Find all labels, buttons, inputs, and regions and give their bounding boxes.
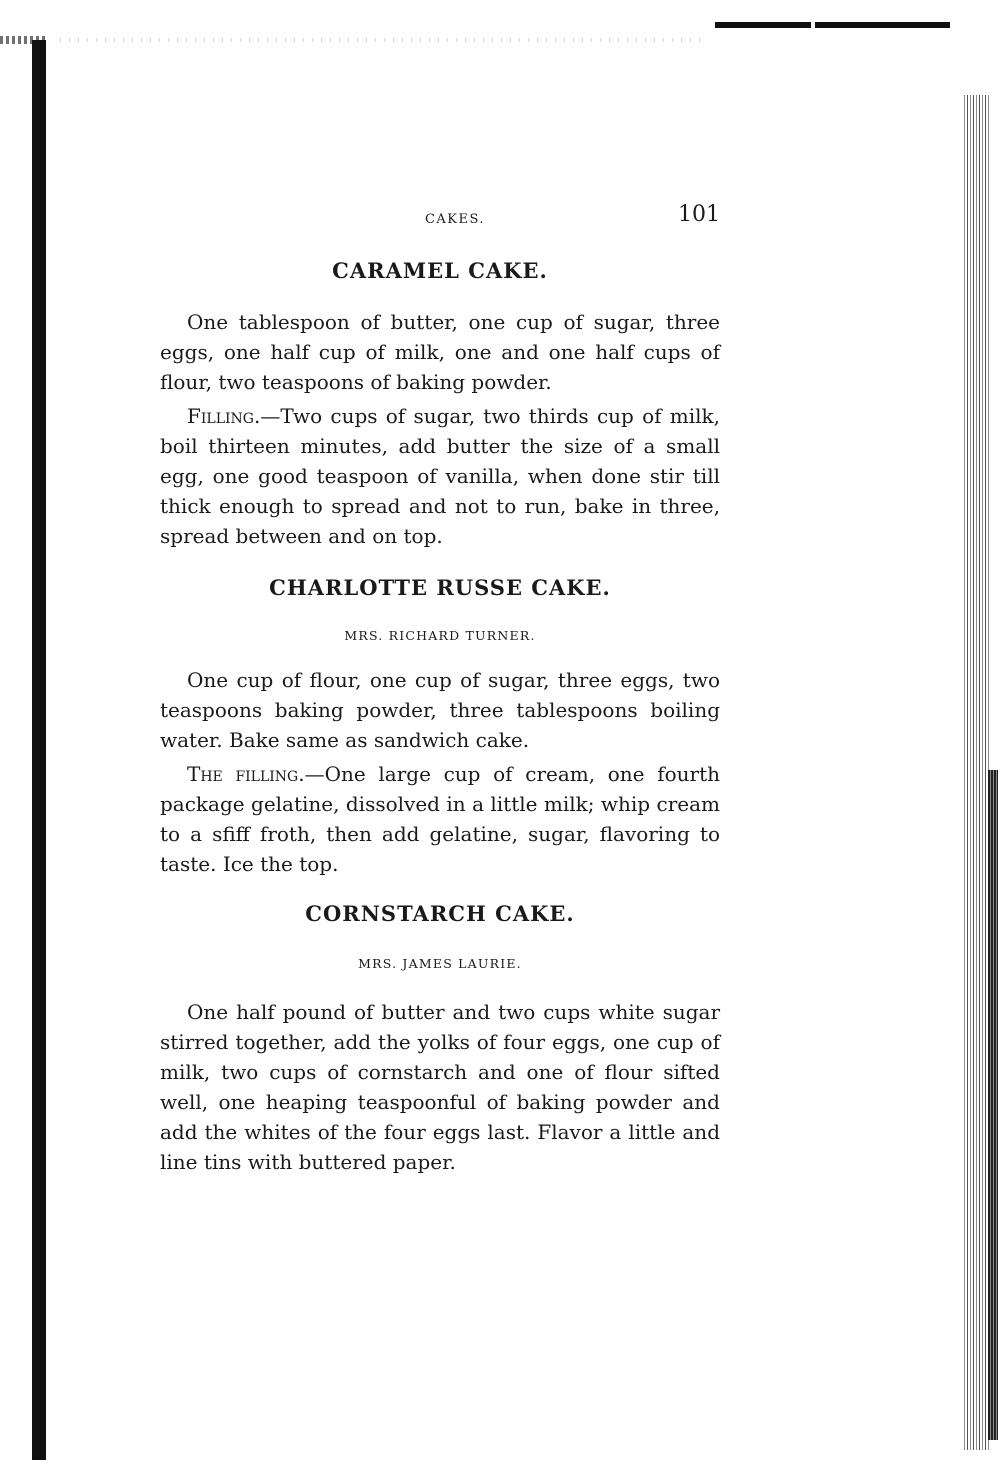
- recipe-attribution: MRS. RICHARD TURNER.: [344, 628, 536, 643]
- paragraph-lead: The filling.: [187, 762, 305, 786]
- binding-edge-left: [32, 40, 46, 1460]
- page-edge-right-dark: [988, 770, 998, 1440]
- recipe-attribution: MRS. JAMES LAURIE.: [358, 956, 522, 971]
- page-edge-right: [964, 95, 990, 1450]
- page-number: 101: [678, 202, 720, 227]
- paragraph-text: One tablespoon of butter, one cup of sugar, three eggs, one half cup of milk, one and one half cups of flour, two teaspoons of baking powder.: [160, 310, 720, 394]
- paragraph-text: —Two cups of sugar, two thirds cup of milk, boil thirteen minutes, add butter the size of a small egg, one good teaspoon of vanilla, when done stir till thick enough to spread and not to run, bake in three, spread between and on top.: [160, 404, 720, 548]
- recipe-paragraph: [160, 665, 720, 755]
- page-content: [160, 200, 720, 1177]
- scan-speckle: [60, 38, 700, 42]
- recipe-title: CHARLOTTE RUSSE CAKE.: [269, 575, 611, 600]
- scan-edge-top: [715, 22, 950, 28]
- recipe-paragraph: [160, 401, 720, 551]
- paragraph-text: —One large cup of cream, one fourth package gelatine, dissolved in a little milk; whip cream to a sfiff froth, then add gelatine, sugar, flavoring to taste. Ice the top.: [160, 762, 720, 876]
- paragraph-lead: Filling.: [187, 404, 261, 428]
- recipe-paragraph: [160, 759, 720, 879]
- paragraph-text: One half pound of butter and two cups white sugar stirred together, add the yolks of four eggs, one cup of milk, two cups of cornstarch and one of flour sifted well, one heaping teaspoonful of baking powder and add the whites of the four eggs last. Flavor a little and line tins with buttered paper.: [160, 1000, 720, 1174]
- paragraph-text: One cup of flour, one cup of sugar, three eggs, two teaspoons baking powder, three tablespoons boiling water. Bake same as sandwich cake.: [160, 668, 720, 752]
- running-title: CAKES.: [424, 212, 486, 227]
- recipe-title: CARAMEL CAKE.: [332, 258, 548, 283]
- running-head: [160, 200, 720, 234]
- recipe-title: CORNSTARCH CAKE.: [305, 901, 575, 926]
- recipe-paragraph: [160, 307, 720, 397]
- recipe-paragraph: [160, 997, 720, 1177]
